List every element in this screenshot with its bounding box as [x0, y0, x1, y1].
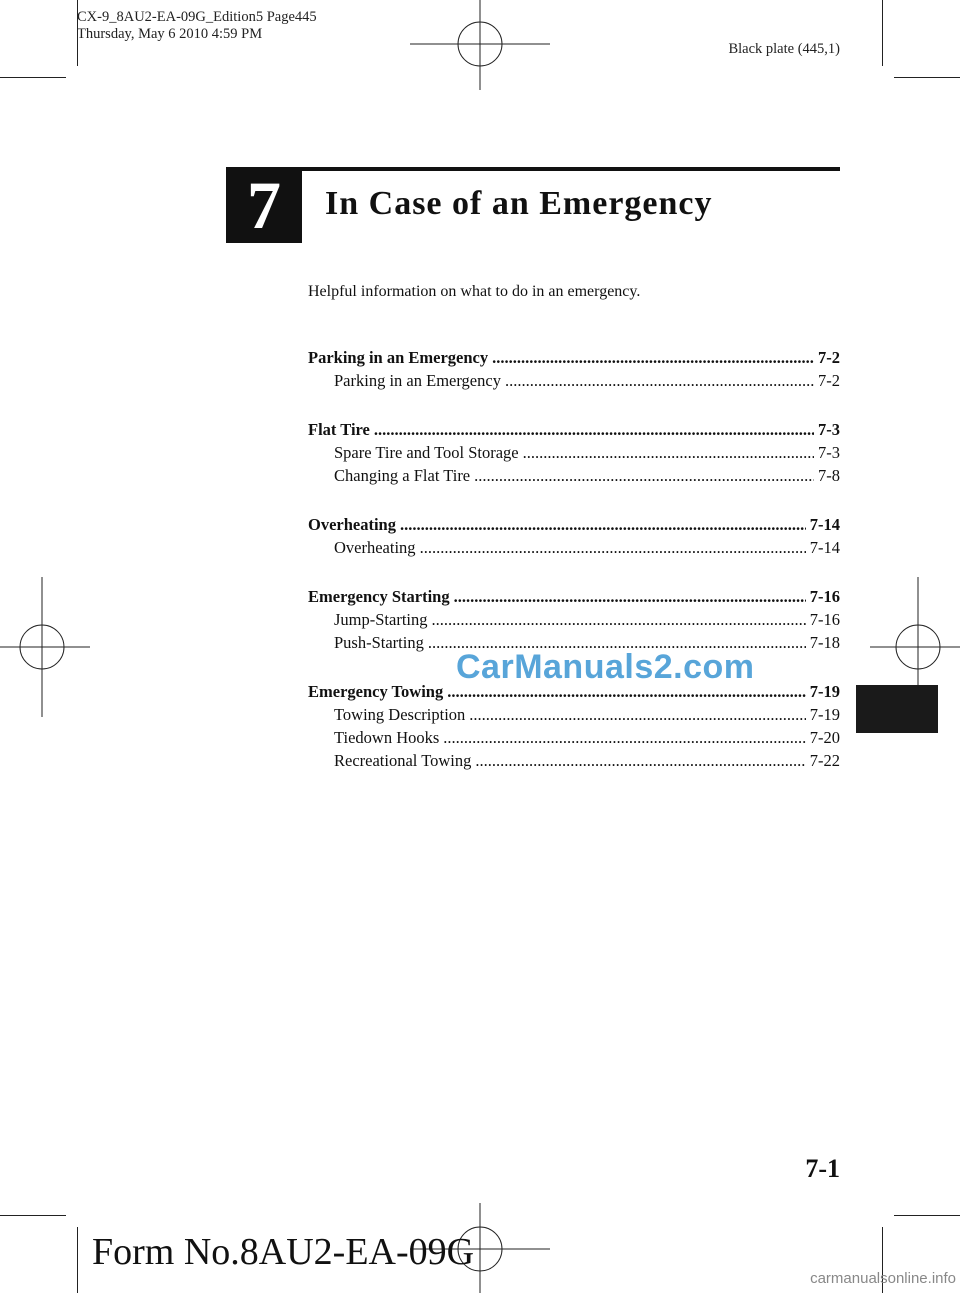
dot-leader	[475, 749, 805, 772]
toc-section-entry[interactable]	[308, 346, 840, 369]
toc-page-number: 7-19	[809, 705, 840, 724]
dot-leader	[505, 369, 814, 392]
toc-page-number: 7-19	[809, 682, 840, 701]
chapter-intro: Helpful information on what to do in an emergency.	[308, 283, 641, 300]
site-watermark: CarManuals2.com	[456, 648, 755, 686]
toc-item-entry[interactable]	[308, 703, 840, 726]
toc-section-title: Emergency Towing	[308, 682, 444, 701]
toc-page-number: 7-14	[809, 538, 840, 557]
footer-watermark: carmanualsonline.info	[810, 1270, 956, 1287]
registration-mark-left	[0, 577, 90, 717]
plate-label: Black plate (445,1)	[728, 41, 840, 57]
dot-leader	[420, 536, 806, 559]
toc-item-title: Changing a Flat Tire	[334, 466, 471, 485]
toc-page-number: 7-3	[818, 443, 840, 462]
chapter-rule	[302, 167, 840, 171]
toc-page-number: 7-14	[809, 515, 840, 534]
page-number: 7-1	[805, 1154, 840, 1183]
toc-item-title: Jump-Starting	[334, 610, 428, 629]
toc-item-title: Push-Starting	[334, 633, 424, 652]
toc-section-entry[interactable]	[308, 513, 840, 536]
toc-item-title: Recreational Towing	[334, 751, 472, 770]
crop-mark	[0, 1215, 66, 1216]
toc-section	[308, 418, 840, 487]
toc-section	[308, 346, 840, 392]
crop-mark	[882, 0, 883, 66]
dot-leader	[454, 585, 806, 608]
chapter-number-box: 7	[226, 167, 302, 243]
toc-item-title: Spare Tire and Tool Storage	[334, 443, 519, 462]
chapter-thumb-tab	[856, 685, 938, 733]
toc-item-entry[interactable]	[308, 369, 840, 392]
dot-leader	[469, 703, 805, 726]
crop-mark	[894, 1215, 960, 1216]
toc-section-title: Overheating	[308, 515, 396, 534]
toc-page-number: 7-8	[818, 466, 840, 485]
toc-item-entry[interactable]	[308, 608, 840, 631]
toc-page-number: 7-16	[809, 610, 840, 629]
toc-page-number: 7-3	[818, 420, 840, 439]
toc-page-number: 7-20	[809, 728, 840, 747]
toc-item-entry[interactable]	[308, 441, 840, 464]
toc-section-title: Emergency Starting	[308, 587, 450, 606]
toc-section-title: Flat Tire	[308, 420, 370, 439]
print-timestamp: Thursday, May 6 2010 4:59 PM	[77, 26, 263, 42]
toc-page-number: 7-18	[809, 633, 840, 652]
toc-page-number: 7-2	[818, 348, 840, 367]
print-file-info: CX-9_8AU2-EA-09G_Edition5 Page445	[77, 9, 317, 25]
chapter-title: In Case of an Emergency	[325, 185, 713, 222]
toc-item-entry[interactable]	[308, 464, 840, 487]
toc-section	[308, 680, 840, 772]
toc-page-number: 7-16	[809, 587, 840, 606]
toc-item-entry[interactable]	[308, 726, 840, 749]
dot-leader	[443, 726, 805, 749]
dot-leader	[374, 418, 814, 441]
dot-leader	[400, 513, 806, 536]
toc-section	[308, 585, 840, 654]
table-of-contents	[308, 346, 840, 798]
form-number: Form No.8AU2-EA-09G	[92, 1231, 475, 1273]
dot-leader	[492, 346, 814, 369]
toc-item-entry[interactable]	[308, 749, 840, 772]
toc-page-number: 7-22	[809, 751, 840, 770]
registration-mark-top	[410, 0, 550, 90]
crop-mark	[0, 77, 66, 78]
dot-leader	[432, 608, 806, 631]
toc-page-number: 7-2	[818, 371, 840, 390]
crop-mark	[77, 1227, 78, 1293]
toc-item-title: Parking in an Emergency	[334, 371, 501, 390]
dot-leader	[474, 464, 814, 487]
toc-item-entry[interactable]	[308, 536, 840, 559]
toc-section-entry[interactable]	[308, 585, 840, 608]
crop-mark	[894, 77, 960, 78]
toc-section	[308, 513, 840, 559]
toc-item-title: Tiedown Hooks	[334, 728, 440, 747]
toc-item-title: Overheating	[334, 538, 416, 557]
toc-section-title: Parking in an Emergency	[308, 348, 489, 367]
dot-leader	[523, 441, 814, 464]
toc-section-entry[interactable]	[308, 418, 840, 441]
toc-item-title: Towing Description	[334, 705, 466, 724]
